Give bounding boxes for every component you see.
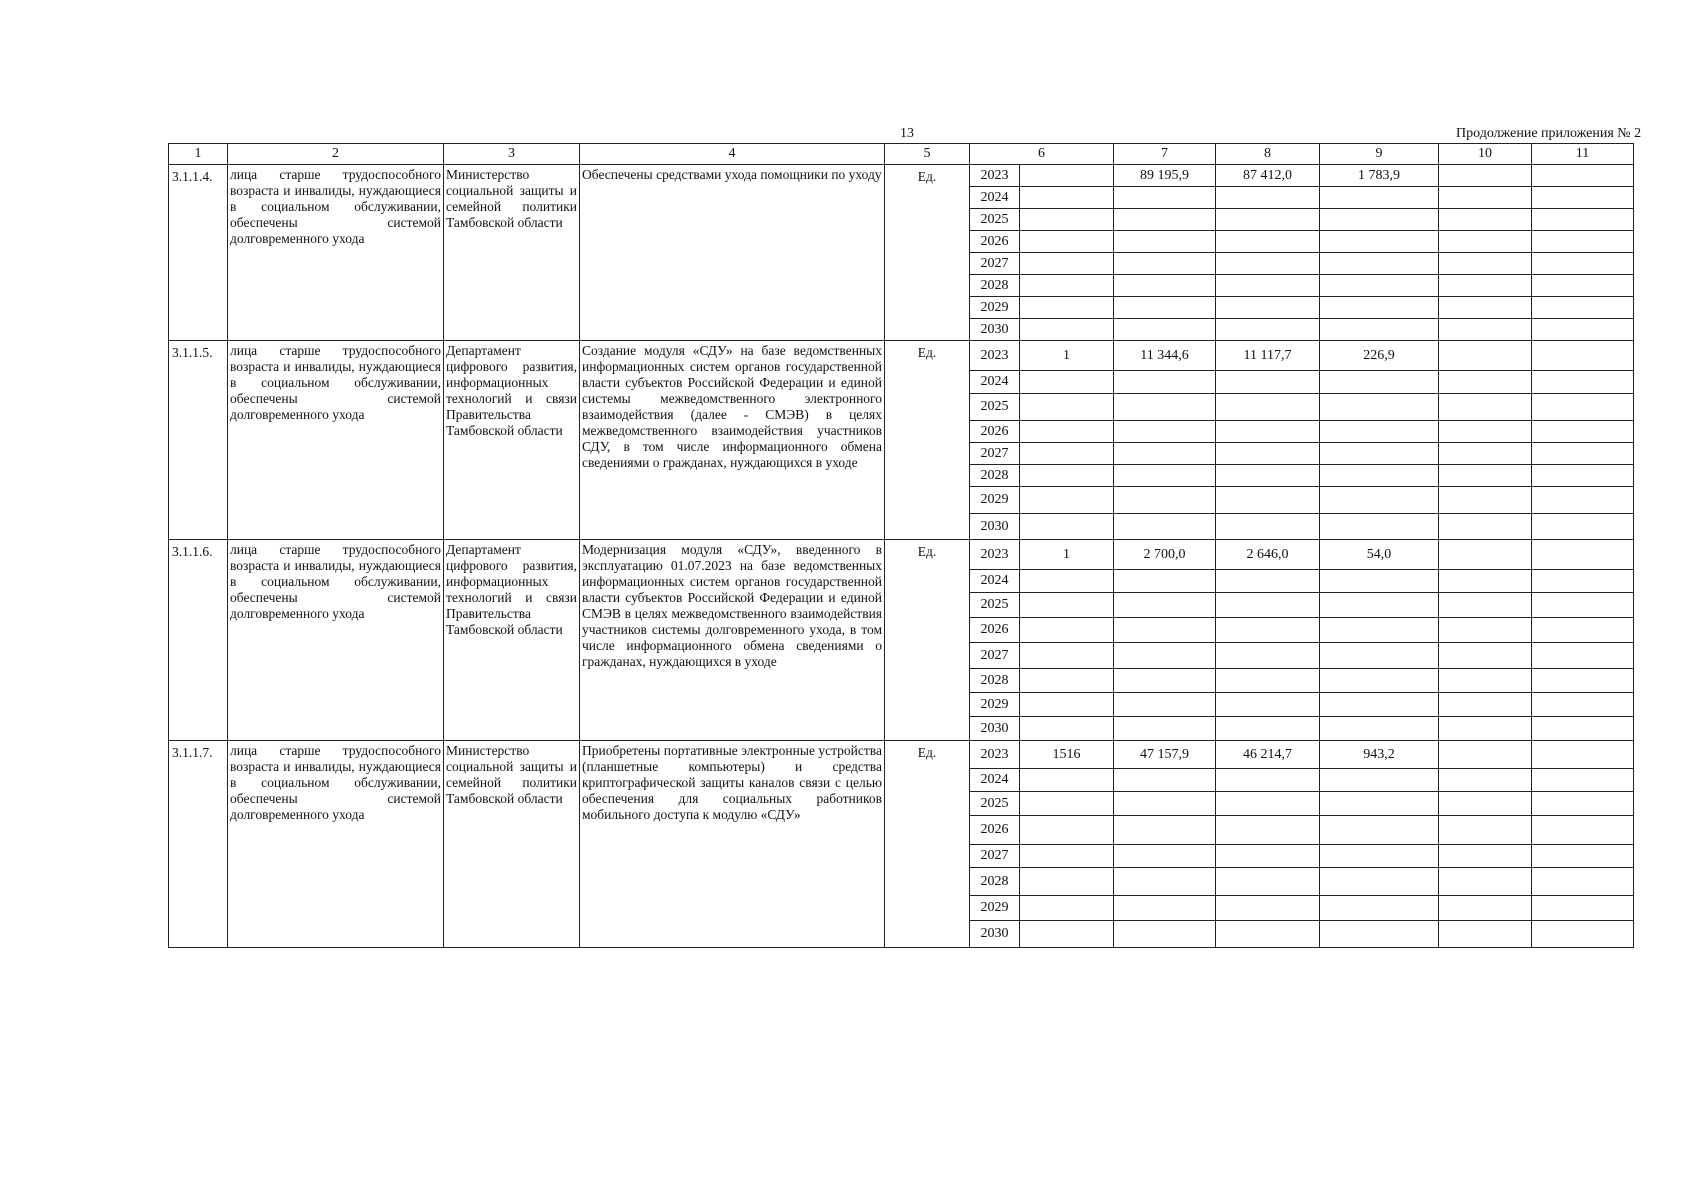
measure-unit: Ед. bbox=[885, 540, 970, 741]
empty-value-cell bbox=[1320, 570, 1439, 593]
empty-value-cell bbox=[1020, 187, 1114, 209]
value-col8: 11 117,7 bbox=[1216, 341, 1320, 371]
value-col6: 1 bbox=[1020, 540, 1114, 570]
empty-value-cell bbox=[1020, 487, 1114, 514]
empty-value-cell bbox=[1439, 443, 1532, 465]
empty-value-cell bbox=[1439, 769, 1532, 792]
empty-value-cell bbox=[1216, 319, 1320, 341]
measure-number: 3.1.1.7. bbox=[169, 741, 228, 948]
empty-value-cell bbox=[1532, 394, 1634, 421]
empty-value-cell bbox=[1532, 487, 1634, 514]
empty-value-cell bbox=[1114, 187, 1216, 209]
header-row bbox=[169, 144, 1634, 165]
empty-value-cell bbox=[1320, 443, 1439, 465]
header-cell: 5 bbox=[885, 144, 970, 165]
empty-value-cell bbox=[1439, 896, 1532, 921]
empty-value-cell bbox=[1439, 593, 1532, 618]
empty-value-cell bbox=[1320, 868, 1439, 896]
empty-value-cell bbox=[1320, 209, 1439, 231]
measure-number: 3.1.1.4. bbox=[169, 165, 228, 341]
year-cell: 2029 bbox=[970, 896, 1020, 921]
empty-value-cell bbox=[1216, 921, 1320, 948]
empty-value-cell bbox=[1439, 209, 1532, 231]
empty-value-cell bbox=[1216, 297, 1320, 319]
year-cell: 2023 bbox=[970, 741, 1020, 769]
empty-value-cell bbox=[1532, 769, 1634, 792]
empty-value-cell bbox=[1114, 275, 1216, 297]
year-cell: 2025 bbox=[970, 394, 1020, 421]
empty-value-cell bbox=[1020, 297, 1114, 319]
year-cell: 2026 bbox=[970, 618, 1020, 643]
empty-value-cell bbox=[1320, 275, 1439, 297]
value-col10 bbox=[1439, 165, 1532, 187]
empty-value-cell bbox=[1020, 209, 1114, 231]
empty-value-cell bbox=[1216, 231, 1320, 253]
empty-value-cell bbox=[1216, 845, 1320, 868]
measure-description: лица старше трудоспособного возраста и инвалиды, нуждающиеся в социальном обслуживании, обеспечены системой долговременного ухода bbox=[228, 540, 444, 741]
empty-value-cell bbox=[1532, 465, 1634, 487]
year-cell: 2028 bbox=[970, 465, 1020, 487]
empty-value-cell bbox=[1439, 921, 1532, 948]
value-col11 bbox=[1532, 165, 1634, 187]
empty-value-cell bbox=[1020, 593, 1114, 618]
year-cell: 2027 bbox=[970, 845, 1020, 868]
value-col7: 11 344,6 bbox=[1114, 341, 1216, 371]
empty-value-cell bbox=[1114, 570, 1216, 593]
value-col11 bbox=[1532, 341, 1634, 371]
empty-value-cell bbox=[1020, 253, 1114, 275]
empty-value-cell bbox=[1532, 792, 1634, 816]
empty-value-cell bbox=[1439, 253, 1532, 275]
table-row bbox=[169, 165, 1634, 187]
empty-value-cell bbox=[1320, 187, 1439, 209]
empty-value-cell bbox=[1439, 371, 1532, 394]
year-cell: 2027 bbox=[970, 643, 1020, 669]
empty-value-cell bbox=[1216, 465, 1320, 487]
empty-value-cell bbox=[1439, 570, 1532, 593]
empty-value-cell bbox=[1532, 643, 1634, 669]
empty-value-cell bbox=[1439, 394, 1532, 421]
empty-value-cell bbox=[1320, 394, 1439, 421]
empty-value-cell bbox=[1439, 297, 1532, 319]
year-cell: 2026 bbox=[970, 231, 1020, 253]
empty-value-cell bbox=[1216, 187, 1320, 209]
year-cell: 2024 bbox=[970, 187, 1020, 209]
empty-value-cell bbox=[1320, 792, 1439, 816]
year-cell: 2025 bbox=[970, 209, 1020, 231]
empty-value-cell bbox=[1439, 187, 1532, 209]
empty-value-cell bbox=[1114, 487, 1216, 514]
empty-value-cell bbox=[1439, 618, 1532, 643]
value-col6: 1 bbox=[1020, 341, 1114, 371]
empty-value-cell bbox=[1020, 845, 1114, 868]
empty-value-cell bbox=[1320, 769, 1439, 792]
empty-value-cell bbox=[1020, 693, 1114, 717]
empty-value-cell bbox=[1439, 514, 1532, 540]
empty-value-cell bbox=[1216, 443, 1320, 465]
value-col9: 226,9 bbox=[1320, 341, 1439, 371]
value-col10 bbox=[1439, 341, 1532, 371]
empty-value-cell bbox=[1020, 816, 1114, 845]
empty-value-cell bbox=[1532, 371, 1634, 394]
empty-value-cell bbox=[1320, 845, 1439, 868]
appendix-label: Продолжение приложения № 2 bbox=[1456, 126, 1642, 141]
value-col7: 2 700,0 bbox=[1114, 540, 1216, 570]
measure-description: лица старше трудоспособного возраста и инвалиды, нуждающиеся в социальном обслуживании, обеспечены системой долговременного ухода bbox=[228, 741, 444, 948]
empty-value-cell bbox=[1320, 514, 1439, 540]
header-cell: 7 bbox=[1114, 144, 1216, 165]
empty-value-cell bbox=[1020, 371, 1114, 394]
empty-value-cell bbox=[1114, 394, 1216, 421]
value-col10 bbox=[1439, 741, 1532, 769]
program-table bbox=[168, 143, 1634, 948]
empty-value-cell bbox=[1320, 717, 1439, 741]
measure-unit: Ед. bbox=[885, 741, 970, 948]
empty-value-cell bbox=[1114, 845, 1216, 868]
empty-value-cell bbox=[1320, 643, 1439, 669]
empty-value-cell bbox=[1532, 618, 1634, 643]
empty-value-cell bbox=[1320, 618, 1439, 643]
year-cell: 2027 bbox=[970, 253, 1020, 275]
year-cell: 2026 bbox=[970, 421, 1020, 443]
empty-value-cell bbox=[1532, 514, 1634, 540]
empty-value-cell bbox=[1320, 465, 1439, 487]
empty-value-cell bbox=[1020, 421, 1114, 443]
empty-value-cell bbox=[1320, 593, 1439, 618]
year-cell: 2027 bbox=[970, 443, 1020, 465]
empty-value-cell bbox=[1114, 319, 1216, 341]
empty-value-cell bbox=[1532, 275, 1634, 297]
empty-value-cell bbox=[1114, 643, 1216, 669]
empty-value-cell bbox=[1216, 209, 1320, 231]
empty-value-cell bbox=[1532, 570, 1634, 593]
empty-value-cell bbox=[1532, 868, 1634, 896]
empty-value-cell bbox=[1532, 319, 1634, 341]
year-cell: 2028 bbox=[970, 669, 1020, 693]
empty-value-cell bbox=[1020, 231, 1114, 253]
empty-value-cell bbox=[1114, 618, 1216, 643]
empty-value-cell bbox=[1020, 896, 1114, 921]
empty-value-cell bbox=[1114, 896, 1216, 921]
year-cell: 2030 bbox=[970, 514, 1020, 540]
year-cell: 2029 bbox=[970, 487, 1020, 514]
empty-value-cell bbox=[1439, 275, 1532, 297]
year-cell: 2023 bbox=[970, 165, 1020, 187]
measure-unit: Ед. bbox=[885, 341, 970, 540]
year-cell: 2024 bbox=[970, 769, 1020, 792]
empty-value-cell bbox=[1020, 868, 1114, 896]
empty-value-cell bbox=[1532, 669, 1634, 693]
measure-number: 3.1.1.5. bbox=[169, 341, 228, 540]
empty-value-cell bbox=[1439, 816, 1532, 845]
header-cell: 1 bbox=[169, 144, 228, 165]
empty-value-cell bbox=[1216, 514, 1320, 540]
empty-value-cell bbox=[1532, 187, 1634, 209]
empty-value-cell bbox=[1114, 443, 1216, 465]
empty-value-cell bbox=[1216, 421, 1320, 443]
header-cell: 2 bbox=[228, 144, 444, 165]
empty-value-cell bbox=[1320, 487, 1439, 514]
measure-result: Создание модуля «СДУ» на базе ведомственных информационных систем органов государственной власти субъектов Российской Федерации и единой системы межведомственного электронного взаимодействия (далее - СМЭВ) в целях межведомственного взаимодействия участников СДУ, в том числе информационного обмена сведениями о гражданах, нуждающихся в уходе bbox=[580, 341, 885, 540]
measure-result: Приобретены портативные электронные устройства (планшетные компьютеры) и средства криптографической защиты каналов связи с целью обеспечения для социальных работников мобильного доступа к модулю «СДУ» bbox=[580, 741, 885, 948]
table-row bbox=[169, 741, 1634, 769]
empty-value-cell bbox=[1532, 231, 1634, 253]
header-cell: 11 bbox=[1532, 144, 1634, 165]
measure-unit: Ед. bbox=[885, 165, 970, 341]
measure-result: Обеспечены средствами ухода помощники по уходу bbox=[580, 165, 885, 341]
empty-value-cell bbox=[1320, 896, 1439, 921]
value-col7: 89 195,9 bbox=[1114, 165, 1216, 187]
empty-value-cell bbox=[1320, 693, 1439, 717]
empty-value-cell bbox=[1020, 394, 1114, 421]
year-cell: 2029 bbox=[970, 297, 1020, 319]
empty-value-cell bbox=[1439, 319, 1532, 341]
year-cell: 2030 bbox=[970, 717, 1020, 741]
empty-value-cell bbox=[1532, 253, 1634, 275]
header-cell: 6 bbox=[970, 144, 1114, 165]
year-cell: 2025 bbox=[970, 792, 1020, 816]
empty-value-cell bbox=[1020, 443, 1114, 465]
empty-value-cell bbox=[1216, 717, 1320, 741]
value-col9: 54,0 bbox=[1320, 540, 1439, 570]
empty-value-cell bbox=[1532, 297, 1634, 319]
empty-value-cell bbox=[1114, 816, 1216, 845]
year-cell: 2023 bbox=[970, 341, 1020, 371]
empty-value-cell bbox=[1216, 253, 1320, 275]
header-cell: 4 bbox=[580, 144, 885, 165]
empty-value-cell bbox=[1439, 643, 1532, 669]
empty-value-cell bbox=[1320, 253, 1439, 275]
empty-value-cell bbox=[1114, 297, 1216, 319]
empty-value-cell bbox=[1020, 921, 1114, 948]
empty-value-cell bbox=[1114, 868, 1216, 896]
empty-value-cell bbox=[1532, 693, 1634, 717]
empty-value-cell bbox=[1216, 769, 1320, 792]
empty-value-cell bbox=[1216, 618, 1320, 643]
empty-value-cell bbox=[1114, 421, 1216, 443]
empty-value-cell bbox=[1320, 319, 1439, 341]
empty-value-cell bbox=[1020, 792, 1114, 816]
empty-value-cell bbox=[1320, 921, 1439, 948]
header-cell: 8 bbox=[1216, 144, 1320, 165]
empty-value-cell bbox=[1114, 253, 1216, 275]
empty-value-cell bbox=[1114, 669, 1216, 693]
value-col8: 46 214,7 bbox=[1216, 741, 1320, 769]
year-cell: 2030 bbox=[970, 921, 1020, 948]
empty-value-cell bbox=[1216, 816, 1320, 845]
empty-value-cell bbox=[1439, 792, 1532, 816]
empty-value-cell bbox=[1114, 465, 1216, 487]
empty-value-cell bbox=[1439, 693, 1532, 717]
empty-value-cell bbox=[1320, 816, 1439, 845]
empty-value-cell bbox=[1114, 769, 1216, 792]
empty-value-cell bbox=[1216, 693, 1320, 717]
measure-executor: Министерство социальной защиты и семейной политики Тамбовской области bbox=[444, 165, 580, 341]
empty-value-cell bbox=[1114, 792, 1216, 816]
empty-value-cell bbox=[1532, 896, 1634, 921]
year-cell: 2023 bbox=[970, 540, 1020, 570]
empty-value-cell bbox=[1114, 693, 1216, 717]
year-cell: 2024 bbox=[970, 371, 1020, 394]
empty-value-cell bbox=[1532, 845, 1634, 868]
measure-description: лица старше трудоспособного возраста и инвалиды, нуждающиеся в социальном обслуживании, обеспечены системой долговременного ухода bbox=[228, 341, 444, 540]
page-number: 13 bbox=[900, 126, 914, 141]
empty-value-cell bbox=[1532, 816, 1634, 845]
measure-executor: Департамент цифрового развития, информационных технологий и связи Правительства Тамбовской области bbox=[444, 540, 580, 741]
value-col8: 2 646,0 bbox=[1216, 540, 1320, 570]
header-cell: 9 bbox=[1320, 144, 1439, 165]
measure-executor: Министерство социальной защиты и семейной политики Тамбовской области bbox=[444, 741, 580, 948]
value-col11 bbox=[1532, 741, 1634, 769]
empty-value-cell bbox=[1020, 465, 1114, 487]
empty-value-cell bbox=[1320, 421, 1439, 443]
empty-value-cell bbox=[1439, 487, 1532, 514]
table-row bbox=[169, 540, 1634, 570]
empty-value-cell bbox=[1020, 669, 1114, 693]
empty-value-cell bbox=[1216, 593, 1320, 618]
empty-value-cell bbox=[1439, 868, 1532, 896]
empty-value-cell bbox=[1216, 570, 1320, 593]
empty-value-cell bbox=[1216, 371, 1320, 394]
empty-value-cell bbox=[1216, 275, 1320, 297]
empty-value-cell bbox=[1216, 394, 1320, 421]
empty-value-cell bbox=[1532, 717, 1634, 741]
empty-value-cell bbox=[1320, 669, 1439, 693]
empty-value-cell bbox=[1020, 275, 1114, 297]
empty-value-cell bbox=[1216, 896, 1320, 921]
year-cell: 2028 bbox=[970, 275, 1020, 297]
empty-value-cell bbox=[1114, 514, 1216, 540]
year-cell: 2025 bbox=[970, 593, 1020, 618]
value-col8: 87 412,0 bbox=[1216, 165, 1320, 187]
measure-description: лица старше трудоспособного возраста и инвалиды, нуждающиеся в социальном обслуживании, обеспечены системой долговременного ухода bbox=[228, 165, 444, 341]
empty-value-cell bbox=[1020, 769, 1114, 792]
empty-value-cell bbox=[1439, 231, 1532, 253]
empty-value-cell bbox=[1320, 231, 1439, 253]
empty-value-cell bbox=[1020, 514, 1114, 540]
year-cell: 2026 bbox=[970, 816, 1020, 845]
measure-number: 3.1.1.6. bbox=[169, 540, 228, 741]
empty-value-cell bbox=[1532, 921, 1634, 948]
empty-value-cell bbox=[1320, 371, 1439, 394]
year-cell: 2024 bbox=[970, 570, 1020, 593]
empty-value-cell bbox=[1020, 717, 1114, 741]
empty-value-cell bbox=[1114, 231, 1216, 253]
empty-value-cell bbox=[1216, 643, 1320, 669]
measure-result: Модернизация модуля «СДУ», введенного в эксплуатацию 01.07.2023 на базе ведомственных информационных систем органов государственной власти субъектов Российской Федерации и единой СМЭВ в целях межведомственного взаимодействия участников системы долговременного ухода, в том числе информационного обмена сведениями о гражданах, нуждающихся в уходе bbox=[580, 540, 885, 741]
empty-value-cell bbox=[1216, 868, 1320, 896]
value-col10 bbox=[1439, 540, 1532, 570]
value-col6 bbox=[1020, 165, 1114, 187]
empty-value-cell bbox=[1216, 487, 1320, 514]
empty-value-cell bbox=[1439, 845, 1532, 868]
value-col11 bbox=[1532, 540, 1634, 570]
empty-value-cell bbox=[1320, 297, 1439, 319]
empty-value-cell bbox=[1114, 209, 1216, 231]
empty-value-cell bbox=[1439, 465, 1532, 487]
year-cell: 2028 bbox=[970, 868, 1020, 896]
empty-value-cell bbox=[1439, 669, 1532, 693]
year-cell: 2030 bbox=[970, 319, 1020, 341]
empty-value-cell bbox=[1114, 921, 1216, 948]
table-row bbox=[169, 341, 1634, 371]
year-cell: 2029 bbox=[970, 693, 1020, 717]
empty-value-cell bbox=[1020, 570, 1114, 593]
empty-value-cell bbox=[1532, 421, 1634, 443]
empty-value-cell bbox=[1216, 792, 1320, 816]
empty-value-cell bbox=[1439, 421, 1532, 443]
value-col9: 943,2 bbox=[1320, 741, 1439, 769]
empty-value-cell bbox=[1532, 209, 1634, 231]
value-col7: 47 157,9 bbox=[1114, 741, 1216, 769]
empty-value-cell bbox=[1020, 643, 1114, 669]
value-col9: 1 783,9 bbox=[1320, 165, 1439, 187]
value-col6: 1516 bbox=[1020, 741, 1114, 769]
empty-value-cell bbox=[1020, 319, 1114, 341]
empty-value-cell bbox=[1114, 371, 1216, 394]
empty-value-cell bbox=[1114, 593, 1216, 618]
empty-value-cell bbox=[1216, 669, 1320, 693]
empty-value-cell bbox=[1114, 717, 1216, 741]
empty-value-cell bbox=[1020, 618, 1114, 643]
measure-executor: Департамент цифрового развития, информационных технологий и связи Правительства Тамбовской области bbox=[444, 341, 580, 540]
header-cell: 3 bbox=[444, 144, 580, 165]
empty-value-cell bbox=[1532, 443, 1634, 465]
empty-value-cell bbox=[1532, 593, 1634, 618]
empty-value-cell bbox=[1439, 717, 1532, 741]
header-cell: 10 bbox=[1439, 144, 1532, 165]
